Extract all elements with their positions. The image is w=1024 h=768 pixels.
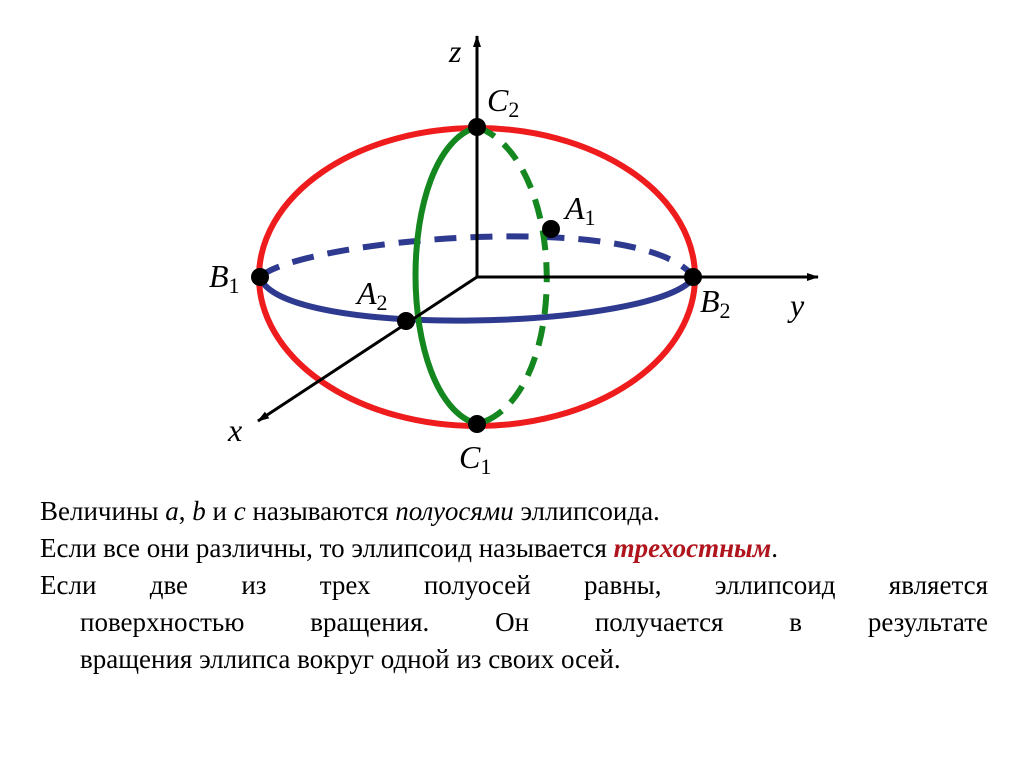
var-b: b <box>192 496 206 526</box>
text-fragment: Величины <box>40 496 166 526</box>
term-semiaxes: полуосями <box>395 496 514 526</box>
label-a1: A1 <box>565 190 596 230</box>
text-line-5: вращения эллипса вокруг одной из своих осей. <box>80 644 621 674</box>
point-b1 <box>251 268 269 286</box>
term-triaxial: трехостным <box>613 533 772 563</box>
var-a: a <box>165 496 179 526</box>
green-ellipse-front <box>416 127 478 424</box>
text-fragment: Если все они различны, то эллипсоид называется <box>40 533 614 563</box>
label-c2: C2 <box>487 82 520 122</box>
text-line-3: Если две из трех полуосей равны, эллипсоид является <box>40 570 988 600</box>
explanation-text <box>40 493 988 678</box>
text-fragment: называются <box>245 496 396 526</box>
label-b2: B2 <box>700 283 731 323</box>
text-fragment: и <box>205 496 234 526</box>
axis-label-x: x <box>228 412 243 448</box>
axis-label-z: z <box>449 33 462 69</box>
label-a2: A2 <box>357 275 388 315</box>
var-c: c <box>233 496 246 526</box>
point-a1 <box>542 220 560 238</box>
point-c2 <box>468 118 486 136</box>
label-b1: B1 <box>209 258 240 298</box>
text-fragment: , <box>178 496 193 526</box>
text-line-2 <box>40 530 988 567</box>
label-c1: C1 <box>459 439 492 479</box>
text-line-1 <box>40 493 988 530</box>
axis-label-y: y <box>790 287 805 323</box>
text-fragment: эллипсоида. <box>513 496 660 526</box>
text-fragment: . <box>771 533 779 563</box>
text-line-4: поверхностью вращения. Он получается в результате <box>80 607 988 637</box>
point-c1 <box>468 415 486 433</box>
point-a2 <box>397 312 415 330</box>
blue-ellipse-front <box>260 277 694 321</box>
